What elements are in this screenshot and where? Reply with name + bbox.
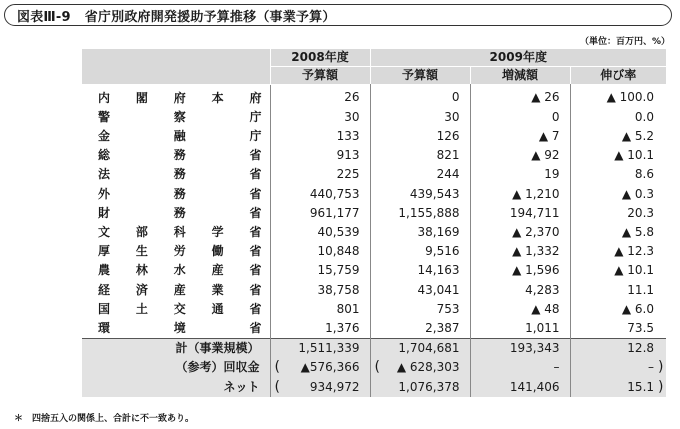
unit-label: （単位：百万円、%） bbox=[579, 37, 670, 47]
net-b2008 bbox=[270, 378, 370, 397]
figure-label: 図表Ⅲ-9 bbox=[17, 9, 71, 25]
table-row bbox=[82, 242, 666, 261]
ministry-char: 生 bbox=[135, 244, 148, 259]
cell-b2008: 10,848 bbox=[270, 242, 370, 261]
cell-b2008: 440,753 bbox=[270, 185, 370, 204]
cell-growth: 0.0 bbox=[570, 108, 666, 127]
ministry-char: 府 bbox=[249, 90, 262, 105]
cell-b2008: 961,177 bbox=[270, 204, 370, 223]
ministry-name-chars bbox=[98, 261, 262, 280]
ministry-char: 省 bbox=[249, 263, 262, 278]
recovery-growth-value: – bbox=[648, 360, 655, 375]
ministry-char: 産 bbox=[211, 263, 224, 278]
table-body bbox=[82, 84, 666, 339]
ministry-name-chars bbox=[98, 204, 262, 223]
cell-change: 19 bbox=[470, 165, 570, 184]
cell-change: 4,283 bbox=[470, 281, 570, 300]
table-row bbox=[82, 223, 666, 242]
ministry-char: 務 bbox=[173, 167, 186, 182]
ministry-name-chars bbox=[98, 242, 262, 261]
ministry-char: 科 bbox=[173, 224, 186, 239]
cell-b2008: 40,539 bbox=[270, 223, 370, 242]
recovery-b2009 bbox=[370, 358, 470, 377]
cell-growth: 73.5 bbox=[570, 319, 666, 339]
ministry-name bbox=[82, 223, 270, 242]
figure-title-box bbox=[4, 4, 672, 26]
ministry-name bbox=[82, 108, 270, 127]
total-growth: 12.8 bbox=[570, 339, 666, 359]
ministry-name bbox=[82, 261, 270, 280]
ministry-char: 国 bbox=[98, 301, 111, 316]
total-b2008: 1,511,339 bbox=[270, 339, 370, 359]
cell-b2009: 1,155,888 bbox=[370, 204, 470, 223]
table-row bbox=[82, 127, 666, 146]
net-label: ネット bbox=[82, 378, 270, 397]
recovery-b2008-value: ▲576,366 bbox=[300, 360, 360, 375]
col-year-2009: 2009年度 bbox=[370, 49, 666, 67]
cell-growth: ▲ 0.3 bbox=[570, 185, 666, 204]
net-change: 141,406 bbox=[470, 378, 570, 397]
cell-b2009: 126 bbox=[370, 127, 470, 146]
paren-open: ( bbox=[274, 359, 280, 376]
ministry-char: 察 bbox=[173, 109, 186, 124]
ministry-char: 閣 bbox=[135, 90, 148, 105]
table-row bbox=[82, 84, 666, 108]
ministry-char: 交 bbox=[173, 301, 186, 316]
cell-change: 194,711 bbox=[470, 204, 570, 223]
ministry-char: 内 bbox=[98, 90, 111, 105]
ministry-name bbox=[82, 300, 270, 319]
ministry-char: 済 bbox=[135, 282, 148, 297]
table-row bbox=[82, 300, 666, 319]
col-budget-2009: 予算額 bbox=[370, 67, 470, 85]
net-b2008-value: 934,972 bbox=[309, 379, 360, 394]
cell-change: ▲ 7 bbox=[470, 127, 570, 146]
ministry-char: 金 bbox=[98, 128, 111, 143]
paren-close-left: ( bbox=[274, 378, 280, 395]
ministry-char: 土 bbox=[135, 301, 148, 316]
recovery-change: – bbox=[470, 358, 570, 377]
ministry-char: 府 bbox=[173, 90, 186, 105]
ministry-char: 警 bbox=[98, 109, 111, 124]
cell-b2009: 753 bbox=[370, 300, 470, 319]
cell-b2008: 26 bbox=[270, 84, 370, 108]
net-b2009 bbox=[370, 378, 470, 397]
ministry-name-chars bbox=[98, 319, 262, 338]
ministry-name-chars bbox=[98, 281, 262, 300]
ministry-char: 省 bbox=[249, 224, 262, 239]
table-row bbox=[82, 204, 666, 223]
cell-b2008: 913 bbox=[270, 146, 370, 165]
ministry-name bbox=[82, 165, 270, 184]
ministry-char: 省 bbox=[249, 167, 262, 182]
ministry-name-chars bbox=[98, 185, 262, 204]
cell-b2008: 1,376 bbox=[270, 319, 370, 339]
ministry-char: 労 bbox=[173, 244, 186, 259]
ministry-char: 外 bbox=[98, 186, 111, 201]
recovery-b2008 bbox=[270, 358, 370, 377]
cell-growth: ▲ 100.0 bbox=[570, 84, 666, 108]
ministry-char: 融 bbox=[173, 128, 186, 143]
ministry-char: 省 bbox=[249, 282, 262, 297]
table-row bbox=[82, 108, 666, 127]
table-row bbox=[82, 261, 666, 280]
ministry-char: 省 bbox=[249, 186, 262, 201]
ministry-char: 省 bbox=[249, 205, 262, 220]
ministry-char: 省 bbox=[249, 148, 262, 163]
recovery-label: （参考）回収金 bbox=[82, 358, 270, 377]
ministry-char: 省 bbox=[249, 301, 262, 316]
cell-b2009: 9,516 bbox=[370, 242, 470, 261]
cell-change: ▲ 1,596 bbox=[470, 261, 570, 280]
cell-b2009: 821 bbox=[370, 146, 470, 165]
ministry-name bbox=[82, 204, 270, 223]
cell-b2008: 30 bbox=[270, 108, 370, 127]
cell-b2009: 0 bbox=[370, 84, 470, 108]
cell-growth: ▲ 10.1 bbox=[570, 261, 666, 280]
ministry-char: 業 bbox=[211, 282, 224, 297]
cell-growth: ▲ 5.8 bbox=[570, 223, 666, 242]
ministry-char: 産 bbox=[173, 282, 186, 297]
recovery-row bbox=[82, 358, 666, 377]
ministry-name bbox=[82, 281, 270, 300]
ministry-char: 総 bbox=[98, 148, 111, 163]
footnote: ＊ 四捨五入の関係上、合計に不一致あり。 bbox=[14, 414, 195, 424]
recovery-b2009-value: ▲ 628,303 bbox=[396, 360, 460, 375]
cell-b2008: 801 bbox=[270, 300, 370, 319]
cell-change: ▲ 1,332 bbox=[470, 242, 570, 261]
col-growth: 伸び率 bbox=[570, 67, 666, 85]
net-growth bbox=[570, 378, 666, 397]
oda-budget-table bbox=[82, 49, 666, 397]
cell-change: 1,011 bbox=[470, 319, 570, 339]
table-row bbox=[82, 146, 666, 165]
cell-b2008: 15,759 bbox=[270, 261, 370, 280]
header-blank bbox=[82, 49, 270, 84]
ministry-char: 財 bbox=[98, 205, 111, 220]
total-row bbox=[82, 339, 666, 359]
cell-growth: ▲ 10.1 bbox=[570, 146, 666, 165]
ministry-name bbox=[82, 242, 270, 261]
total-label: 計（事業規模） bbox=[82, 339, 270, 359]
cell-b2009: 2,387 bbox=[370, 319, 470, 339]
ministry-char: 部 bbox=[135, 224, 148, 239]
cell-b2009: 43,041 bbox=[370, 281, 470, 300]
cell-b2008: 133 bbox=[270, 127, 370, 146]
cell-change: ▲ 26 bbox=[470, 84, 570, 108]
ministry-name-chars bbox=[98, 146, 262, 165]
net-row bbox=[82, 378, 666, 397]
ministry-char: 本 bbox=[211, 90, 224, 105]
cell-change: ▲ 1,210 bbox=[470, 185, 570, 204]
table-row bbox=[82, 281, 666, 300]
ministry-char: 水 bbox=[173, 263, 186, 278]
cell-b2009: 14,163 bbox=[370, 261, 470, 280]
ministry-name bbox=[82, 127, 270, 146]
ministry-char: 省 bbox=[249, 320, 262, 335]
cell-change: ▲ 92 bbox=[470, 146, 570, 165]
ministry-name bbox=[82, 319, 270, 339]
paren-open: ( bbox=[374, 359, 380, 376]
net-growth-value: 15.1 bbox=[627, 379, 655, 394]
ministry-char: 働 bbox=[211, 244, 224, 259]
total-b2009: 1,704,681 bbox=[370, 339, 470, 359]
table-row bbox=[82, 319, 666, 339]
cell-b2008: 225 bbox=[270, 165, 370, 184]
ministry-char: 法 bbox=[98, 167, 111, 182]
cell-b2008: 38,758 bbox=[270, 281, 370, 300]
ministry-name-chars bbox=[98, 165, 262, 184]
ministry-char: 経 bbox=[98, 282, 111, 297]
figure-title: 省庁別政府開発援助予算推移（事業予算） bbox=[84, 9, 336, 25]
cell-growth: 8.6 bbox=[570, 165, 666, 184]
recovery-growth bbox=[570, 358, 666, 377]
cell-b2009: 439,543 bbox=[370, 185, 470, 204]
ministry-name bbox=[82, 84, 270, 108]
ministry-name-chars bbox=[98, 89, 262, 108]
cell-change: 0 bbox=[470, 108, 570, 127]
ministry-name-chars bbox=[98, 108, 262, 127]
ministry-char: 境 bbox=[173, 320, 186, 335]
ministry-name-chars bbox=[98, 300, 262, 319]
ministry-char: 務 bbox=[173, 186, 186, 201]
ministry-name-chars bbox=[98, 223, 262, 242]
col-change: 増減額 bbox=[470, 67, 570, 85]
ministry-name-chars bbox=[98, 127, 262, 146]
ministry-name bbox=[82, 185, 270, 204]
paren-close: ) bbox=[658, 378, 664, 395]
ministry-char: 庁 bbox=[249, 128, 262, 143]
ministry-char: 庁 bbox=[249, 109, 262, 124]
col-year-2008: 2008年度 bbox=[270, 49, 370, 67]
ministry-char: 厚 bbox=[98, 244, 111, 259]
ministry-char: 林 bbox=[135, 263, 148, 278]
ministry-char: 環 bbox=[98, 320, 111, 335]
ministry-char: 省 bbox=[249, 244, 262, 259]
ministry-char: 学 bbox=[211, 224, 224, 239]
ministry-char: 農 bbox=[98, 263, 111, 278]
ministry-char: 文 bbox=[98, 224, 111, 239]
cell-b2009: 30 bbox=[370, 108, 470, 127]
table-row bbox=[82, 185, 666, 204]
total-change: 193,343 bbox=[470, 339, 570, 359]
cell-b2009: 38,169 bbox=[370, 223, 470, 242]
cell-b2009: 244 bbox=[370, 165, 470, 184]
ministry-name bbox=[82, 146, 270, 165]
cell-growth: 11.1 bbox=[570, 281, 666, 300]
cell-growth: ▲ 5.2 bbox=[570, 127, 666, 146]
cell-change: ▲ 2,370 bbox=[470, 223, 570, 242]
col-budget-2008: 予算額 bbox=[270, 67, 370, 85]
ministry-char: 務 bbox=[173, 205, 186, 220]
ministry-char: 務 bbox=[173, 148, 186, 163]
cell-growth: 20.3 bbox=[570, 204, 666, 223]
cell-change: ▲ 48 bbox=[470, 300, 570, 319]
table-row bbox=[82, 165, 666, 184]
cell-growth: ▲ 6.0 bbox=[570, 300, 666, 319]
paren-close: ) bbox=[658, 359, 664, 376]
ministry-char: 通 bbox=[211, 301, 224, 316]
net-b2009-value: 1,076,378 bbox=[398, 379, 460, 394]
cell-growth: ▲ 12.3 bbox=[570, 242, 666, 261]
